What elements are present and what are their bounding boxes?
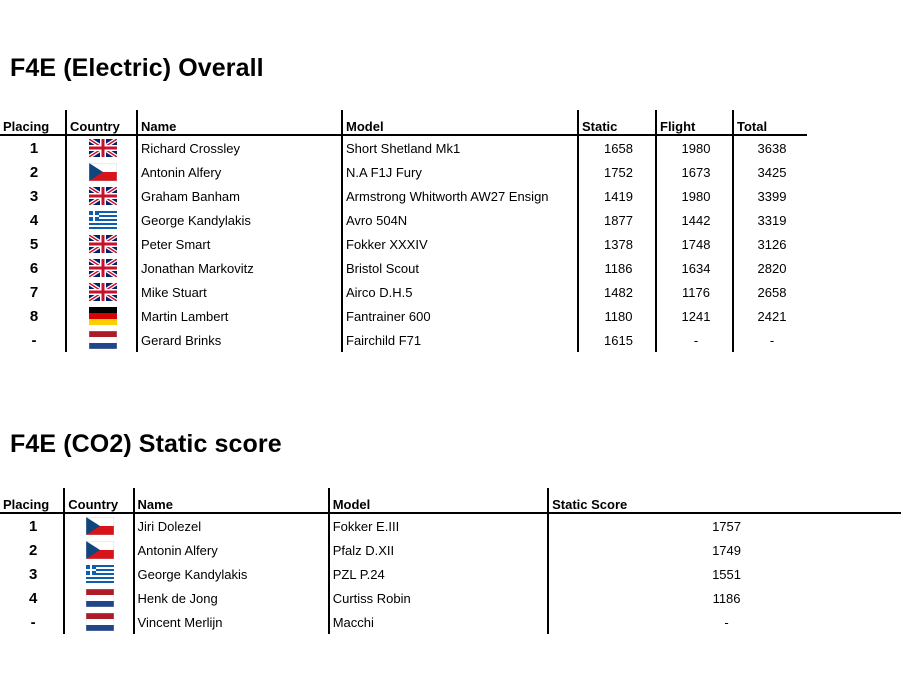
header-name: Name: [137, 110, 342, 135]
name-cell: Graham Banham: [137, 184, 342, 208]
total-cell: 3399: [733, 184, 807, 208]
placing-cell: 8: [29, 307, 39, 325]
table-header-row: [0, 110, 807, 135]
model-cell: Pfalz D.XII: [329, 538, 548, 562]
total-cell: -: [733, 328, 807, 352]
uk-flag-icon: [89, 139, 117, 157]
section-title-electric: F4E (Electric) Overall: [10, 54, 264, 82]
country-cell: [66, 160, 137, 184]
flight-cell: -: [656, 328, 733, 352]
table-row: [0, 208, 807, 232]
name-cell: Martin Lambert: [137, 304, 342, 328]
placing-cell: -: [30, 613, 36, 631]
flight-cell: 1980: [656, 135, 733, 160]
flight-cell: 1241: [656, 304, 733, 328]
uk-flag-icon: [89, 259, 117, 277]
greece-flag-icon: [89, 211, 117, 229]
header-static: Static: [578, 110, 656, 135]
table-row: [0, 538, 901, 562]
total-cell: 2421: [733, 304, 807, 328]
placing-cell: 3: [28, 565, 38, 583]
uk-flag-icon: [89, 187, 117, 205]
header-placing: Placing: [0, 488, 64, 513]
static-score-cell: 1186: [548, 586, 901, 610]
total-cell: 2658: [733, 280, 807, 304]
country-cell: [66, 256, 137, 280]
placing-cell: 7: [29, 283, 39, 301]
section-title-co2: F4E (CO2) Static score: [10, 430, 282, 458]
static-score-cell: 1551: [548, 562, 901, 586]
total-cell: 3638: [733, 135, 807, 160]
netherlands-flag-icon: [89, 331, 117, 349]
table-row: [0, 304, 807, 328]
table-row: [0, 562, 901, 586]
placing-cell: 6: [29, 259, 39, 277]
name-cell: Richard Crossley: [137, 135, 342, 160]
name-cell: Gerard Brinks: [137, 328, 342, 352]
placing-cell: 5: [29, 235, 39, 253]
header-country: Country: [66, 110, 137, 135]
name-cell: George Kandylakis: [134, 562, 329, 586]
czech-flag-icon: [89, 163, 117, 181]
model-cell: Fokker E.III: [329, 513, 548, 538]
flight-cell: 1634: [656, 256, 733, 280]
country-cell: [66, 184, 137, 208]
uk-flag-icon: [89, 283, 117, 301]
placing-cell: 2: [29, 163, 39, 181]
placing-cell: 2: [28, 541, 38, 559]
country-cell: [66, 280, 137, 304]
model-cell: Curtiss Robin: [329, 586, 548, 610]
uk-flag-icon: [89, 235, 117, 253]
total-cell: 3126: [733, 232, 807, 256]
placing-cell: 1: [28, 517, 38, 535]
static-score-cell: -: [548, 610, 901, 634]
country-cell: [66, 135, 137, 160]
name-cell: Mike Stuart: [137, 280, 342, 304]
model-cell: Fantrainer 600: [342, 304, 578, 328]
header-total: Total: [733, 110, 807, 135]
static-score-cell: 1757: [548, 513, 901, 538]
flight-cell: 1980: [656, 184, 733, 208]
static-cell: 1615: [578, 328, 656, 352]
static-cell: 1658: [578, 135, 656, 160]
flight-cell: 1176: [656, 280, 733, 304]
name-cell: Peter Smart: [137, 232, 342, 256]
name-cell: George Kandylakis: [137, 208, 342, 232]
static-score-cell: 1749: [548, 538, 901, 562]
placing-cell: 3: [29, 187, 39, 205]
name-cell: Antonin Alfery: [137, 160, 342, 184]
name-cell: Henk de Jong: [134, 586, 329, 610]
czech-flag-icon: [86, 541, 114, 559]
header-model: Model: [342, 110, 578, 135]
germany-flag-icon: [89, 307, 117, 325]
flight-cell: 1748: [656, 232, 733, 256]
table-row: [0, 232, 807, 256]
country-cell: [64, 610, 133, 634]
table-row: [0, 256, 807, 280]
country-cell: [66, 208, 137, 232]
static-cell: 1186: [578, 256, 656, 280]
table-row: [0, 328, 807, 352]
placing-cell: 4: [29, 211, 39, 229]
co2-static-table: [0, 488, 901, 634]
table-row: [0, 184, 807, 208]
total-cell: 3319: [733, 208, 807, 232]
model-cell: Short Shetland Mk1: [342, 135, 578, 160]
static-cell: 1877: [578, 208, 656, 232]
static-cell: 1419: [578, 184, 656, 208]
placing-cell: 1: [29, 139, 39, 157]
name-cell: Jiri Dolezel: [134, 513, 329, 538]
name-cell: Antonin Alfery: [134, 538, 329, 562]
netherlands-flag-icon: [86, 589, 114, 607]
flight-cell: 1673: [656, 160, 733, 184]
placing-cell: 4: [28, 589, 38, 607]
country-cell: [64, 562, 133, 586]
netherlands-flag-icon: [86, 613, 114, 631]
flight-cell: 1442: [656, 208, 733, 232]
name-cell: Jonathan Markovitz: [137, 256, 342, 280]
model-cell: Airco D.H.5: [342, 280, 578, 304]
placing-cell: -: [31, 331, 37, 349]
table-header-row: [0, 488, 901, 513]
table-row: [0, 135, 807, 160]
country-cell: [66, 232, 137, 256]
electric-results-table: [0, 110, 807, 352]
header-static-score: Static Score: [548, 488, 901, 513]
total-cell: 3425: [733, 160, 807, 184]
header-model: Model: [329, 488, 548, 513]
model-cell: PZL P.24: [329, 562, 548, 586]
model-cell: Fairchild F71: [342, 328, 578, 352]
table-row: [0, 513, 901, 538]
country-cell: [64, 513, 133, 538]
name-cell: Vincent Merlijn: [134, 610, 329, 634]
czech-flag-icon: [86, 517, 114, 535]
table-row: [0, 586, 901, 610]
header-placing: Placing: [0, 110, 66, 135]
model-cell: Fokker XXXIV: [342, 232, 578, 256]
static-cell: 1752: [578, 160, 656, 184]
table-row: [0, 610, 901, 634]
header-name: Name: [134, 488, 329, 513]
country-cell: [66, 304, 137, 328]
model-cell: N.A F1J Fury: [342, 160, 578, 184]
static-cell: 1180: [578, 304, 656, 328]
country-cell: [66, 328, 137, 352]
static-cell: 1378: [578, 232, 656, 256]
total-cell: 2820: [733, 256, 807, 280]
greece-flag-icon: [86, 565, 114, 583]
model-cell: Macchi: [329, 610, 548, 634]
model-cell: Armstrong Whitworth AW27 Ensign: [342, 184, 578, 208]
table-row: [0, 280, 807, 304]
model-cell: Avro 504N: [342, 208, 578, 232]
table-row: [0, 160, 807, 184]
header-flight: Flight: [656, 110, 733, 135]
static-cell: 1482: [578, 280, 656, 304]
country-cell: [64, 538, 133, 562]
country-cell: [64, 586, 133, 610]
model-cell: Bristol Scout: [342, 256, 578, 280]
header-country: Country: [64, 488, 133, 513]
